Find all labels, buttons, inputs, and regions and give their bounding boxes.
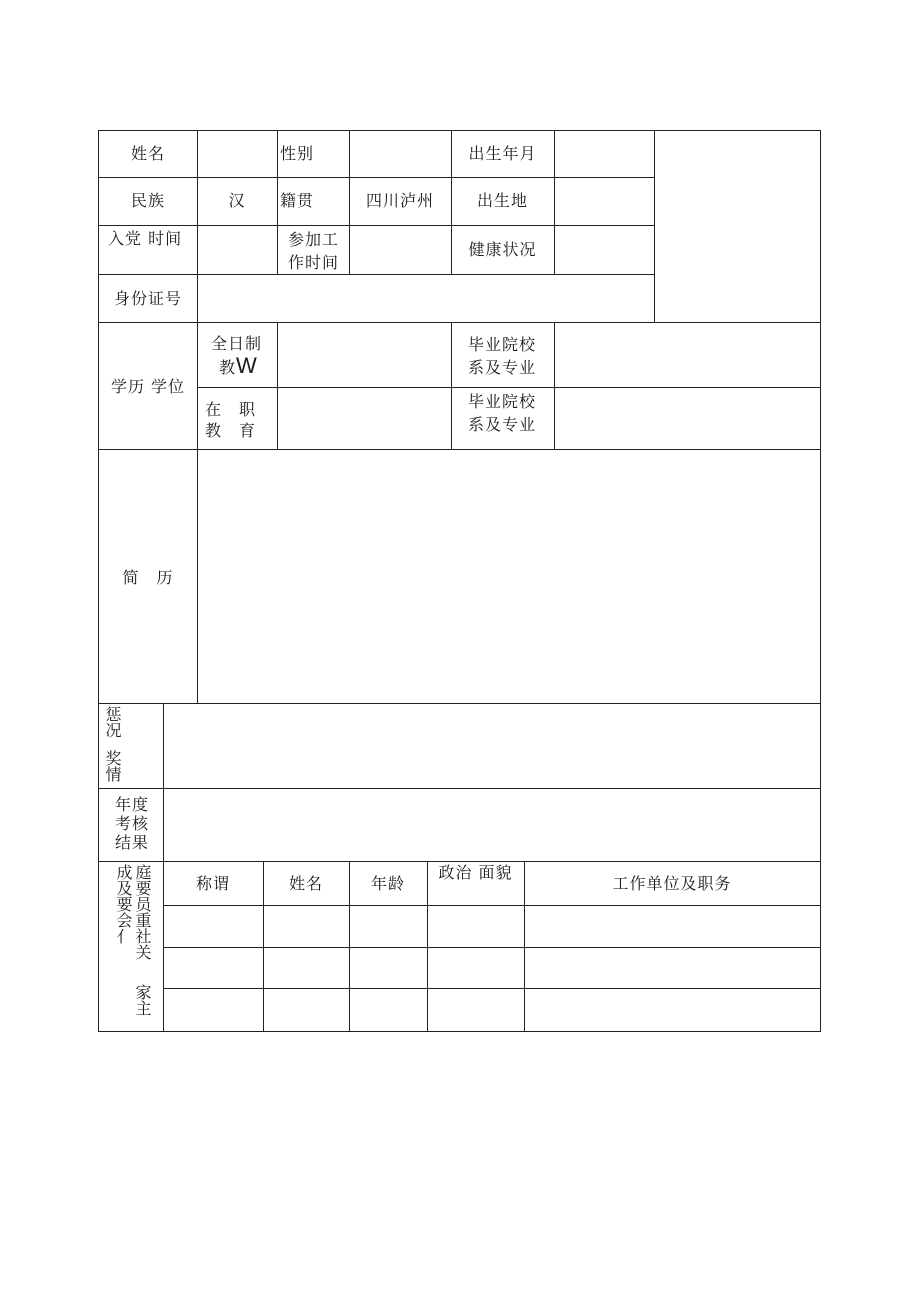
education-degree-label: 学历 学位 bbox=[110, 377, 186, 396]
table-row bbox=[164, 906, 820, 947]
birth-date-value[interactable] bbox=[555, 131, 654, 177]
col-divider bbox=[277, 130, 278, 275]
family-header-relation: 称谓 bbox=[195, 874, 230, 893]
family-cell[interactable] bbox=[264, 948, 349, 988]
family-cell[interactable] bbox=[350, 906, 427, 947]
health-label: 健康状况 bbox=[468, 240, 537, 259]
table-border-right bbox=[820, 130, 821, 1032]
family-cell[interactable] bbox=[525, 906, 820, 947]
family-cell[interactable] bbox=[350, 989, 427, 1031]
family-cell[interactable] bbox=[525, 948, 820, 988]
family-header-workplace: 工作单位及职务 bbox=[612, 874, 732, 893]
family-cell[interactable] bbox=[428, 989, 524, 1031]
native-place-value: 四川泸州 bbox=[365, 191, 434, 210]
fulltime-label-text: 教 bbox=[219, 358, 237, 377]
col-divider bbox=[451, 322, 452, 450]
school-major-label-2b: 系及专业 bbox=[468, 415, 537, 434]
work-start-time-label-line2: 作时间 bbox=[288, 253, 340, 272]
family-label-col1: 成及要会亻 bbox=[114, 864, 133, 944]
inservice-degree-value[interactable] bbox=[278, 388, 451, 449]
rewards-label-upper: 惩况 bbox=[103, 706, 122, 738]
family-cell[interactable] bbox=[428, 948, 524, 988]
photo-area[interactable] bbox=[655, 131, 820, 322]
work-start-time-label-line1: 参加工 bbox=[288, 230, 340, 249]
inservice-school-value[interactable] bbox=[555, 388, 820, 449]
inservice-label-line2: 教 育 bbox=[205, 421, 257, 440]
party-join-time-value[interactable] bbox=[198, 226, 277, 274]
resume-label: 简 历 bbox=[122, 568, 174, 587]
gender-value[interactable] bbox=[350, 131, 451, 177]
rewards-label-lower: 奖情 bbox=[103, 750, 122, 782]
family-cell[interactable] bbox=[164, 948, 263, 988]
family-cell[interactable] bbox=[428, 906, 524, 947]
birthplace-label: 出生地 bbox=[476, 191, 528, 210]
table-row bbox=[164, 948, 820, 988]
family-label-col2: 庭要员重社关 bbox=[133, 864, 152, 960]
annual-label-line3: 结果 bbox=[115, 833, 150, 852]
health-value[interactable] bbox=[555, 226, 654, 274]
family-cell[interactable] bbox=[264, 989, 349, 1031]
work-start-time-value[interactable] bbox=[350, 226, 451, 274]
resume-content-area[interactable] bbox=[198, 450, 820, 703]
gender-label: 性别 bbox=[280, 144, 315, 163]
family-cell[interactable] bbox=[264, 906, 349, 947]
family-header-age: 年龄 bbox=[370, 874, 405, 893]
id-number-label: 身份证号 bbox=[113, 289, 182, 308]
name-value[interactable] bbox=[198, 131, 277, 177]
family-cell[interactable] bbox=[525, 989, 820, 1031]
school-major-label-1b: 系及专业 bbox=[468, 358, 537, 377]
annual-assessment-area[interactable] bbox=[164, 789, 820, 861]
table-border-bottom bbox=[98, 1031, 821, 1032]
family-cell[interactable] bbox=[164, 906, 263, 947]
annual-label-line2: 考核 bbox=[115, 814, 150, 833]
birth-date-label: 出生年月 bbox=[468, 144, 537, 163]
fulltime-school-value[interactable] bbox=[555, 323, 820, 387]
family-label-col3: 家主 bbox=[133, 984, 152, 1016]
fulltime-label-line1: 全日制 bbox=[211, 334, 263, 353]
family-cell[interactable] bbox=[164, 989, 263, 1031]
fulltime-degree-value[interactable] bbox=[278, 323, 451, 387]
annual-label-line1: 年度 bbox=[115, 795, 150, 814]
fulltime-label-mark: W bbox=[236, 353, 257, 378]
name-label: 姓名 bbox=[130, 144, 165, 163]
ethnicity-value: 汉 bbox=[228, 191, 246, 210]
rewards-content-area[interactable] bbox=[164, 704, 820, 788]
school-major-label-2a: 毕业院校 bbox=[468, 392, 537, 411]
inservice-label-line1: 在 职 bbox=[205, 400, 257, 419]
family-header-name: 姓名 bbox=[288, 874, 323, 893]
fulltime-label-line2 bbox=[219, 354, 257, 380]
id-number-value[interactable] bbox=[198, 275, 654, 322]
ethnicity-label: 民族 bbox=[130, 191, 165, 210]
school-major-label-1a: 毕业院校 bbox=[468, 335, 537, 354]
family-cell[interactable] bbox=[350, 948, 427, 988]
table-row bbox=[164, 989, 820, 1031]
party-join-time-label: 入党 时间 bbox=[108, 229, 183, 248]
birthplace-value[interactable] bbox=[555, 178, 654, 225]
native-place-label: 籍贯 bbox=[280, 191, 315, 210]
family-header-political-status: 政治 面貌 bbox=[438, 863, 513, 882]
